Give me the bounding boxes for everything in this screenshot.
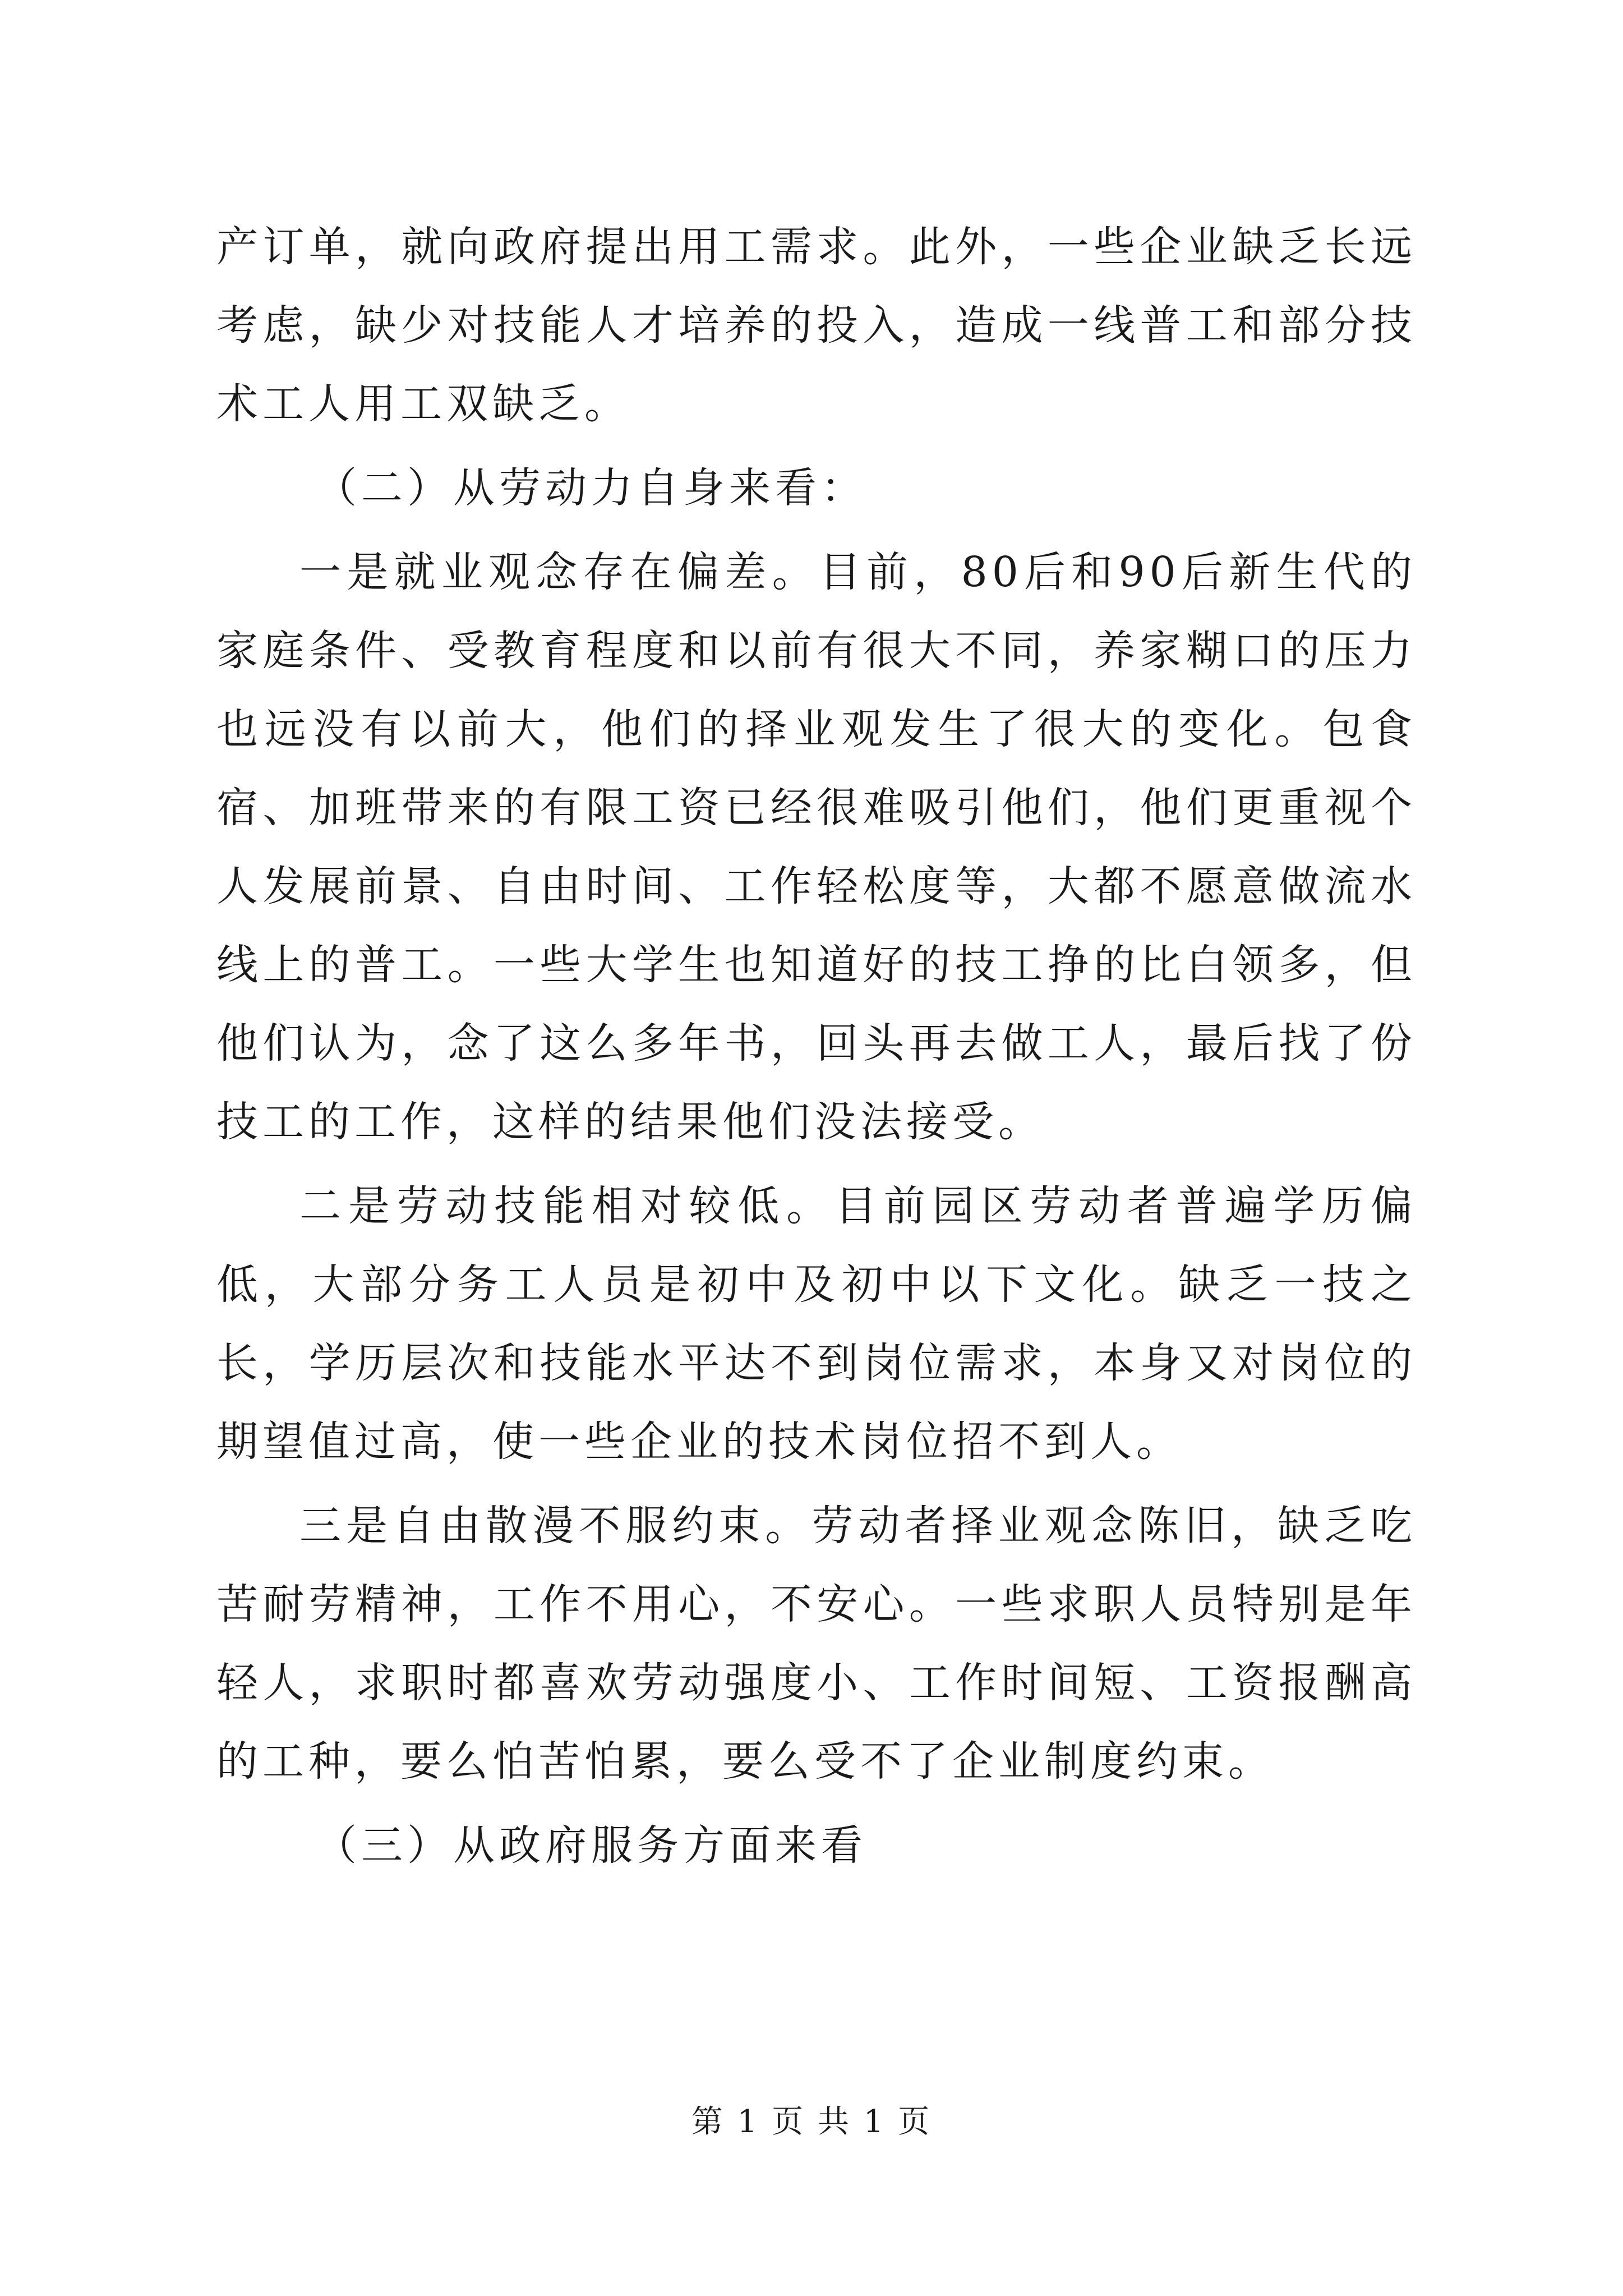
paragraph-employment-concept: 一是就业观念存在偏差。目前，80后和90后新生代的家庭条件、受教育程度和以前有很大不同，养家糊口的压力也远没有以前大，他们的择业观发生了很大的变化。包食宿、加班带来的有限工资已经很难吸引他们，他们更重视个人发展前景、自由时间、工作轻松度等，大都不愿意做流水线上的普工。一些大学生也知道好的技工挣的比白领多，但他们认为，念了这么多年书，回头再去做工人，最后找了份技工的工作，这样的结果他们没法接受。	[216, 548, 1417, 1146]
page-footer: 第 1 页 共 1 页	[691, 2104, 932, 2140]
paragraph-loose-discipline: 三是自由散漫不服约束。劳动者择业观念陈旧，缺乏吃苦耐劳精神，工作不用心，不安心。一些求职人员特别是年轻人，求职时都喜欢劳动强度小、工作时间短、工资报酬高的工种，要么怕苦怕累，要么受不了企业制度约束。	[216, 1502, 1417, 1786]
section-heading-three: （三）从政府服务方面来看	[315, 1821, 867, 1870]
section-heading-two: （二）从劳动力自身来看：	[315, 464, 867, 512]
document-body	[216, 208, 1417, 1885]
paragraph-labor-skills: 二是劳动技能相对较低。目前园区劳动者普遍学历偏低，大部分务工人员是初中及初中以下文化。缺乏一技之长，学历层次和技能水平达不到岗位需求，本身又对岗位的期望值过高，使一些企业的技术岗位招不到人。	[216, 1182, 1417, 1466]
paragraph-continuation: 产订单，就向政府提出用工需求。此外，一些企业缺乏长远考虑，缺少对技能人才培养的投入，造成一线普工和部分技术工人用工双缺乏。	[216, 223, 1417, 428]
